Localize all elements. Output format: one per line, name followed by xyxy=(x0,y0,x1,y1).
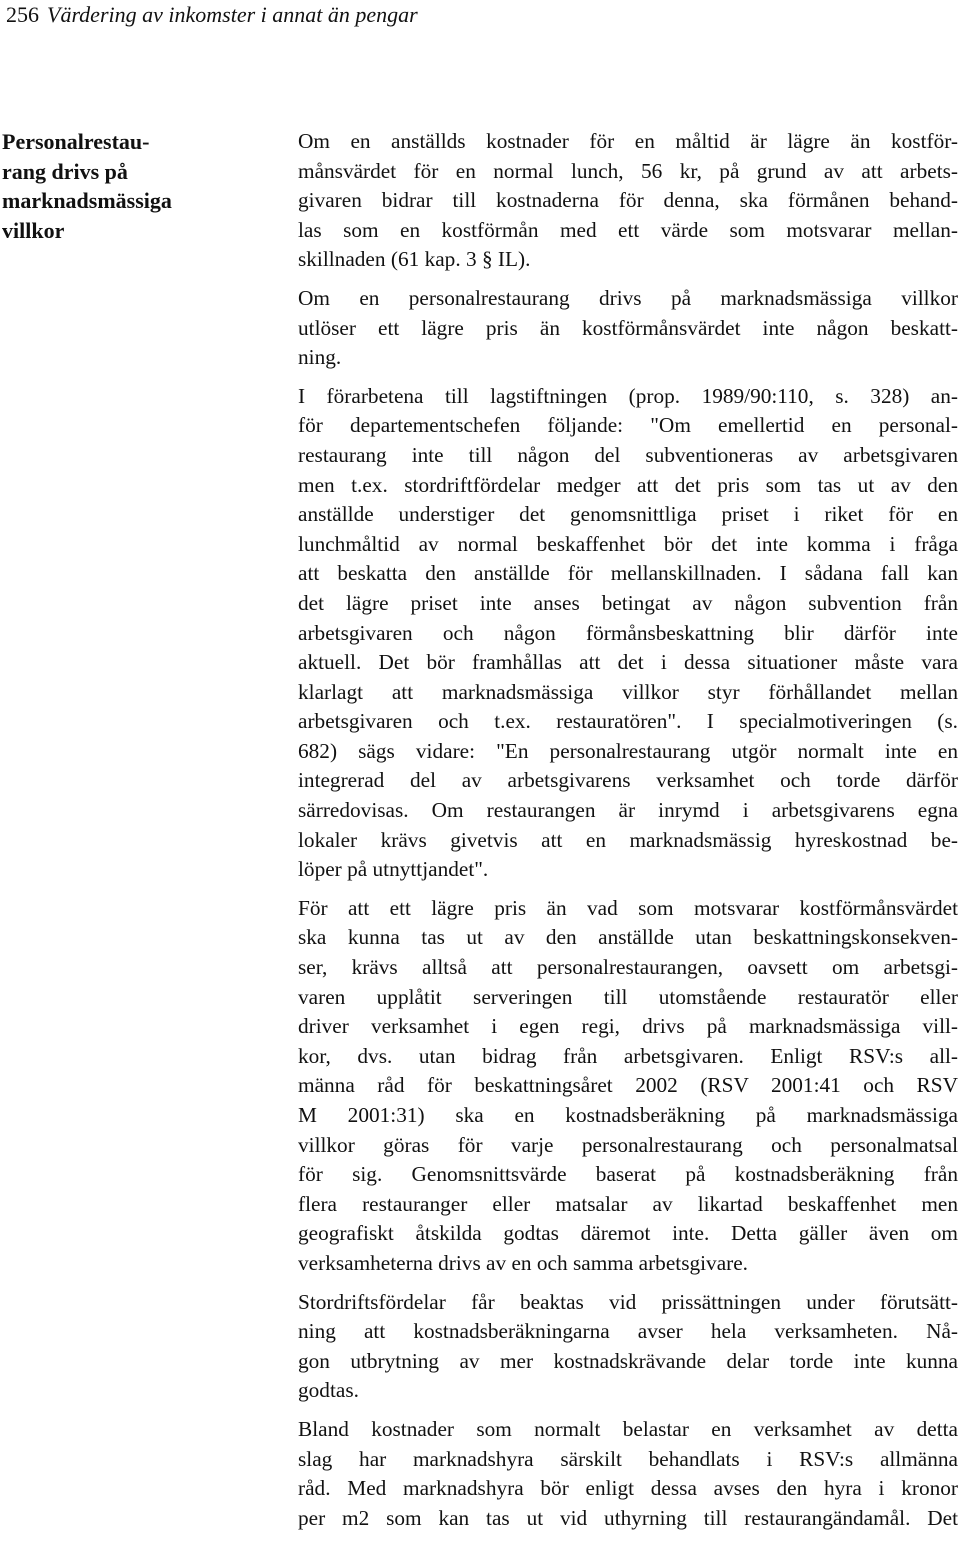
margin-heading-line: rang drivs på xyxy=(2,158,128,184)
margin-heading xyxy=(2,127,242,245)
text-line: utlöser ett lägre pris än kostförmånsvärdet inte någon beskatt- xyxy=(298,315,958,340)
text-line: driver verksamhet i egen regi, drivs på marknadsmässiga vill- xyxy=(298,1014,958,1039)
text-line: månsvärdet för en normal lunch, 56 kr, på grund av att arbets- xyxy=(298,158,958,183)
text-line: Stordriftsfördelar får beaktas vid prissättningen under förutsätt- xyxy=(298,1289,958,1314)
text-line: men t.ex. stordriftfördelar medger att det pris som tas ut av den xyxy=(298,472,958,497)
text-line: anställde understiger det genomsnittliga priset i riket för en xyxy=(298,502,958,527)
paragraph xyxy=(298,894,958,1279)
margin-heading-line: marknadsmässiga xyxy=(2,188,172,213)
text-line: Om en anställds kostnader för en måltid är lägre än kostför- xyxy=(298,129,958,153)
text-line: skillnaden (61 kap. 3 § IL). xyxy=(298,247,531,272)
text-line: arbetsgivaren och t.ex. restauratören". I specialmotiveringen (s. xyxy=(298,709,958,734)
text-line: råd. Med marknadshyra bör enligt dessa avses den hyra i kronor xyxy=(298,1476,958,1501)
text-line: verksamheterna drivs av en och samma arbetsgivare. xyxy=(298,1250,749,1275)
text-line: Bland kostnader som normalt belastar en verksamhet av detta xyxy=(298,1416,958,1441)
text-line: M 2001:31) ska en kostnadsberäkning på marknadsmässiga xyxy=(298,1103,958,1127)
text-line: givaren bidrar till kostnaderna för denna, ska förmånen behand- xyxy=(298,188,958,213)
text-line: gon utbrytning av mer kostnadskrävande delar torde inte kunna xyxy=(298,1348,958,1373)
text-line: godtas. xyxy=(298,1378,359,1403)
paragraph xyxy=(298,127,958,275)
margin-heading-line: Personalrestau- xyxy=(2,129,150,154)
text-line: per m2 som kan tas ut vid uthyrning till restaurangändamål. Det xyxy=(298,1505,958,1530)
text-line: villkor göras för varje personalrestaurang och personalmatsal xyxy=(298,1132,958,1157)
text-line: slag har marknadshyra särskilt behandlats i RSV:s allmänna xyxy=(298,1446,958,1471)
text-line: 682) sägs vidare: "En personalrestaurang utgör normalt inte en xyxy=(298,738,958,763)
text-line: det lägre priset inte anses betingat av någon subvention från xyxy=(298,590,958,615)
text-line: restaurang inte till någon del subventioneras av arbetsgivaren xyxy=(298,442,958,467)
text-line: löper på utnyttjandet". xyxy=(298,857,489,882)
body-text xyxy=(298,127,958,1542)
text-line: ska kunna tas ut av den anställde utan beskattningskonsekven- xyxy=(298,925,958,950)
text-line: integrerad del av arbetsgivarens verksamhet och torde därför xyxy=(298,768,958,793)
text-line: ning. xyxy=(298,345,342,370)
text-line: klarlagt att marknadsmässiga villkor styr förhållandet mellan xyxy=(298,679,958,704)
paragraph xyxy=(298,284,958,373)
text-line: kor, dvs. utan bidrag från arbetsgivaren. Enligt RSV:s all- xyxy=(298,1043,958,1068)
text-line: männa råd för beskattningsåret 2002 (RSV 2001:41 och RSV xyxy=(298,1073,958,1098)
text-line: arbetsgivaren och någon förmånsbeskattning blir därför inte xyxy=(298,620,958,645)
text-line: att beskatta den anställde för mellanskillnaden. I sådana fall kan xyxy=(298,561,958,586)
text-line: varen upplåtit serveringen till utomstående restauratör eller xyxy=(298,984,958,1009)
text-line: aktuell. Det bör framhållas att det i dessa situationer måste vara xyxy=(298,650,958,675)
text-line: lunchmåltid av normal beskaffenhet bör det inte komma i fråga xyxy=(298,531,958,556)
text-line: geografiskt åtskilda godtas däremot inte. Detta gäller även om xyxy=(298,1221,958,1246)
text-line: flera restauranger eller matsalar av likartad beskaffenhet men xyxy=(298,1191,958,1216)
text-line: för sig. Genomsnittsvärde baserat på kostnadsberäkning från xyxy=(298,1162,958,1187)
text-line: för departementschefen följande: "Om emellertid en personal- xyxy=(298,413,958,438)
page-number: 256 xyxy=(6,2,39,27)
text-line: För att ett lägre pris än vad som motsvarar kostförmånsvärdet xyxy=(298,895,958,920)
paragraph xyxy=(298,1288,958,1406)
text-line: lokaler krävs givetvis att en marknadsmässig hyreskostnad be- xyxy=(298,827,958,852)
page-header xyxy=(6,0,418,30)
margin-heading-line: villkor xyxy=(2,217,65,243)
text-line: ser, krävs alltså att personalrestaurangen, oavsett om arbetsgi- xyxy=(298,955,958,980)
paragraph xyxy=(298,1415,958,1533)
text-line: ning att kostnadsberäkningarna avser hela verksamheten. Nå- xyxy=(298,1319,958,1344)
text-line: särredovisas. Om restaurangen är inrymd i arbetsgivarens egna xyxy=(298,798,958,823)
running-title: Värdering av inkomster i annat än pengar xyxy=(47,2,418,27)
text-line: Om en personalrestaurang drivs på marknadsmässiga villkor xyxy=(298,285,958,310)
paragraph xyxy=(298,382,958,885)
text-line: las som en kostförmån med ett värde som motsvarar mellan- xyxy=(298,217,958,242)
text-line: I förarbetena till lagstiftningen (prop. 1989/90:110, s. 328) an- xyxy=(298,383,958,408)
